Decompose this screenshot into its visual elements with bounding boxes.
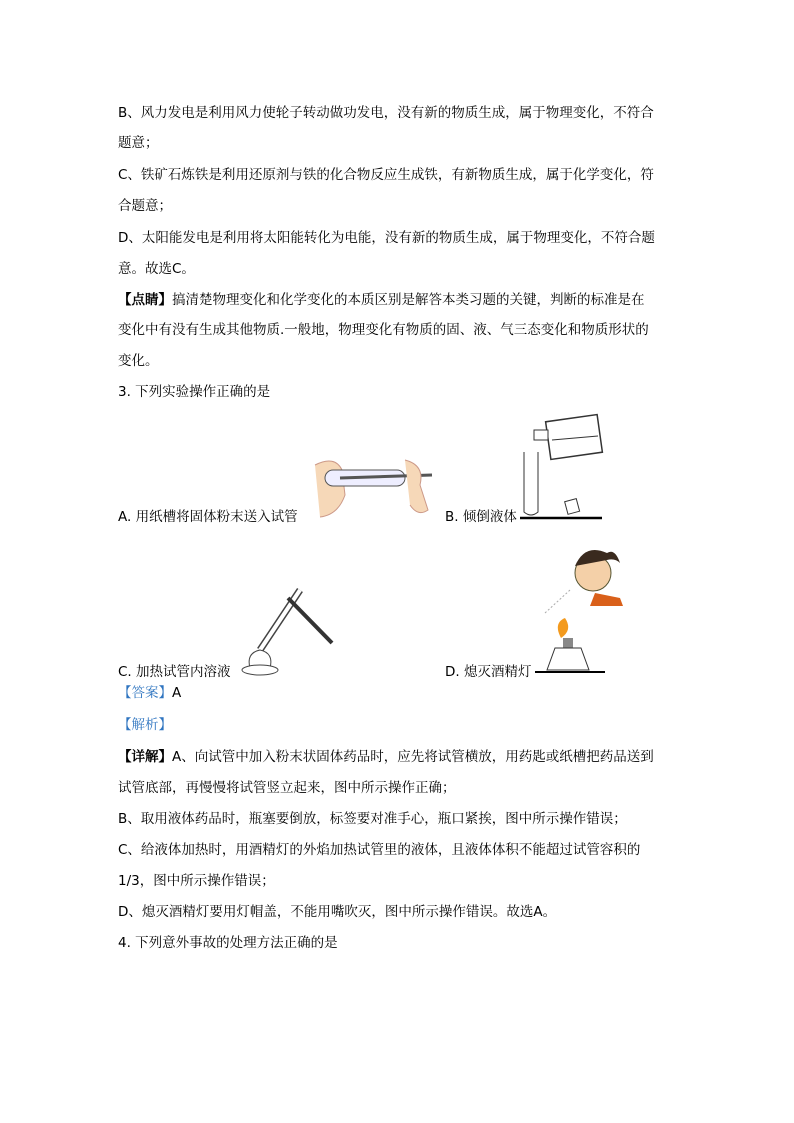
question-3: 3. 下列实验操作正确的是: [118, 384, 271, 400]
figure-b-pouring-liquid: [520, 410, 605, 522]
detail-line: [118, 748, 654, 766]
answer-line: [118, 684, 181, 702]
figure-d-blowing-out-lamp: [535, 538, 625, 678]
answer-value: A: [172, 685, 182, 701]
text-line: 试管底部，再慢慢将试管竖立起来，图中所示操作正确；: [118, 780, 456, 796]
text-line: D、太阳能发电是利用将太阳能转化为电能，没有新的物质生成，属于物理变化，不符合题: [118, 230, 655, 246]
detail-text: A、向试管中加入粉末状固体药品时，应先将试管横放，用药匙或纸槽把药品送到: [172, 749, 654, 765]
text-line: C、给液体加热时，用酒精灯的外焰加热试管里的液体，且液体体积不能超过试管容积的: [118, 842, 641, 858]
answer-label: 【答案】: [118, 685, 172, 701]
text-line: 变化。: [118, 353, 159, 369]
text-line: 意。故选C。: [118, 261, 195, 277]
text-line: D、熄灭酒精灯要用灯帽盖，不能用嘴吹灭，图中所示操作错误。故选A。: [118, 904, 557, 920]
figure-c-heating-test-tube: [240, 578, 340, 680]
text-line: 变化中有没有生成其他物质.一般地，物理变化有物质的固、液、气三态变化和物质形状的: [118, 322, 649, 338]
option-d: D. 熄灭酒精灯: [445, 664, 532, 680]
text-line: B、取用液体药品时，瓶塞要倒放，标签要对准手心，瓶口紧挨，图中所示操作错误；: [118, 811, 627, 827]
question-4: 4. 下列意外事故的处理方法正确的是: [118, 935, 338, 951]
text-line: C、铁矿石炼铁是利用还原剂与铁的化合物反应生成铁，有新物质生成，属于化学变化，符: [118, 167, 654, 183]
detail-label: 【详解】: [118, 749, 172, 765]
text-line: 题意；: [118, 135, 159, 151]
text-line: 合题意；: [118, 198, 172, 214]
option-c: C. 加热试管内溶液: [118, 664, 231, 680]
dianjing-label: 【点睛】: [118, 292, 172, 308]
analysis-label: 【解析】: [118, 717, 172, 733]
text-line: B、风力发电是利用风力使轮子转动做功发电，没有新的物质生成，属于物理变化，不符合: [118, 105, 654, 121]
option-b: B. 倾倒液体: [445, 509, 517, 525]
figure-a-paper-trough: [310, 455, 440, 525]
dianjing-line: [118, 291, 645, 309]
option-a: A. 用纸槽将固体粉末送入试管: [118, 509, 298, 525]
dianjing-text: 搞清楚物理变化和化学变化的本质区别是解答本类习题的关键，判断的标准是在: [172, 292, 645, 308]
text-line: 1/3，图中所示操作错误；: [118, 873, 275, 889]
